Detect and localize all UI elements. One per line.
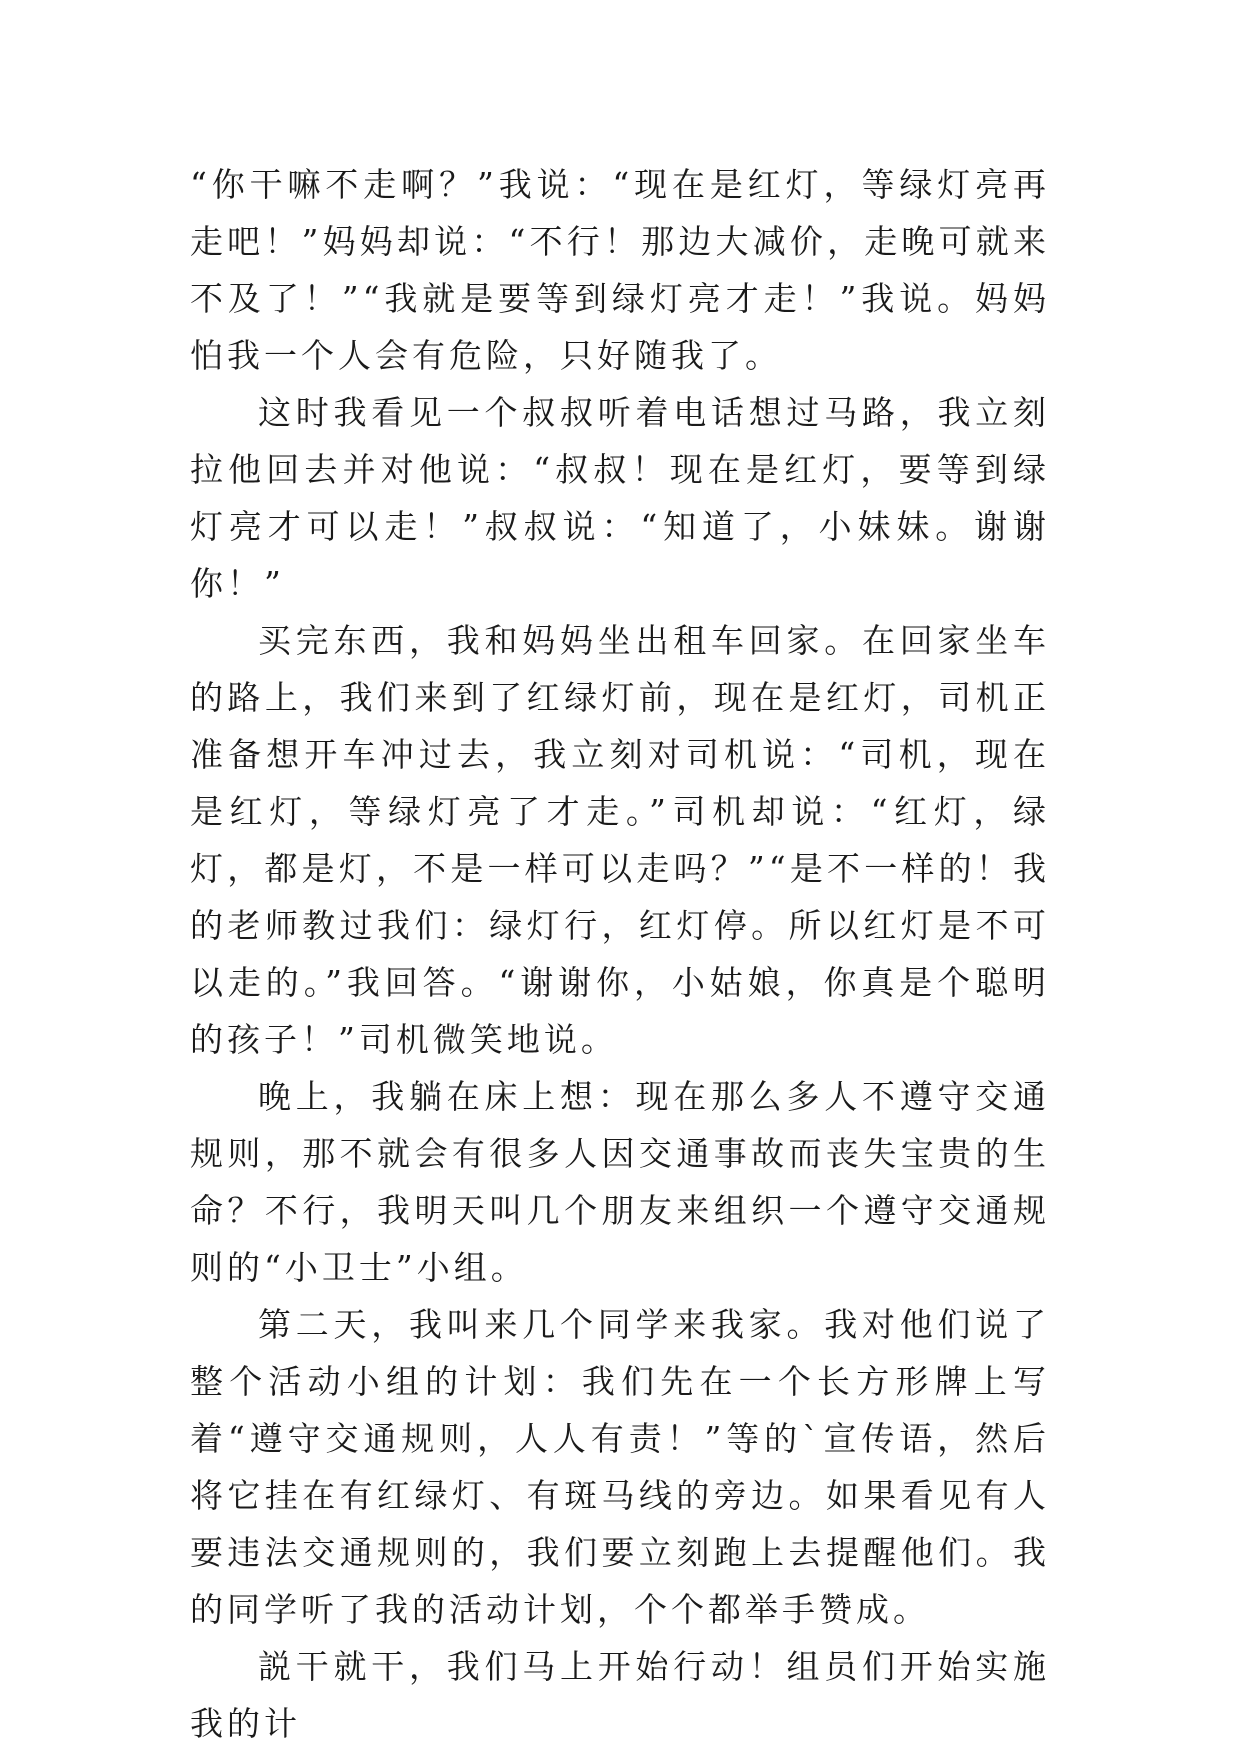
document-body — [190, 156, 1050, 1752]
paragraph-3: 买完东西，我和妈妈坐出租车回家。在回家坐车的路上，我们来到了红绿灯前，现在是红灯，司机正准备想开车冲过去，我立刻对司机说：“司机，现在是红灯，等绿灯亮了才走。”司机却说：“红灯，绿灯，都是灯，不是一样可以走吗？”“是不一样的！我的老师教过我们：绿灯行，红灯停。所以红灯是不可以走的。”我回答。“谢谢你，小姑娘，你真是个聪明的孩子！”司机微笑地说。 — [190, 621, 1050, 1059]
paragraph-5: 第二天，我叫来几个同学来我家。我对他们说了整个活动小组的计划：我们先在一个长方形牌上写着“遵守交通规则，人人有责！”等的`宣传语，然后将它挂在有红绿灯、有斑马线的旁边。如果看见有人要违法交通规则的，我们要立刻跑上去提醒他们。我的同学听了我的活动计划，个个都举手赞成。 — [190, 1305, 1050, 1629]
paragraph-1: “你干嘛不走啊？”我说：“现在是红灯，等绿灯亮再走吧！”妈妈却说：“不行！那边大减价，走晚可就来不及了！”“我就是要等到绿灯亮才走！”我说。妈妈怕我一个人会有危险，只好随我了。 — [190, 165, 1050, 375]
paragraph-6: 説干就干，我们马上开始行动！组员们开始实施我的计 — [190, 1647, 1050, 1743]
paragraph-4: 晚上，我躺在床上想：现在那么多人不遵守交通规则，那不就会有很多人因交通事故而丧失宝贵的生命？不行，我明天叫几个朋友来组织一个遵守交通规则的“小卫士”小组。 — [190, 1077, 1050, 1287]
paragraph-2: 这时我看见一个叔叔听着电话想过马路，我立刻拉他回去并对他说：“叔叔！现在是红灯，要等到绿灯亮才可以走！”叔叔说：“知道了，小妹妹。谢谢你！” — [190, 393, 1050, 603]
